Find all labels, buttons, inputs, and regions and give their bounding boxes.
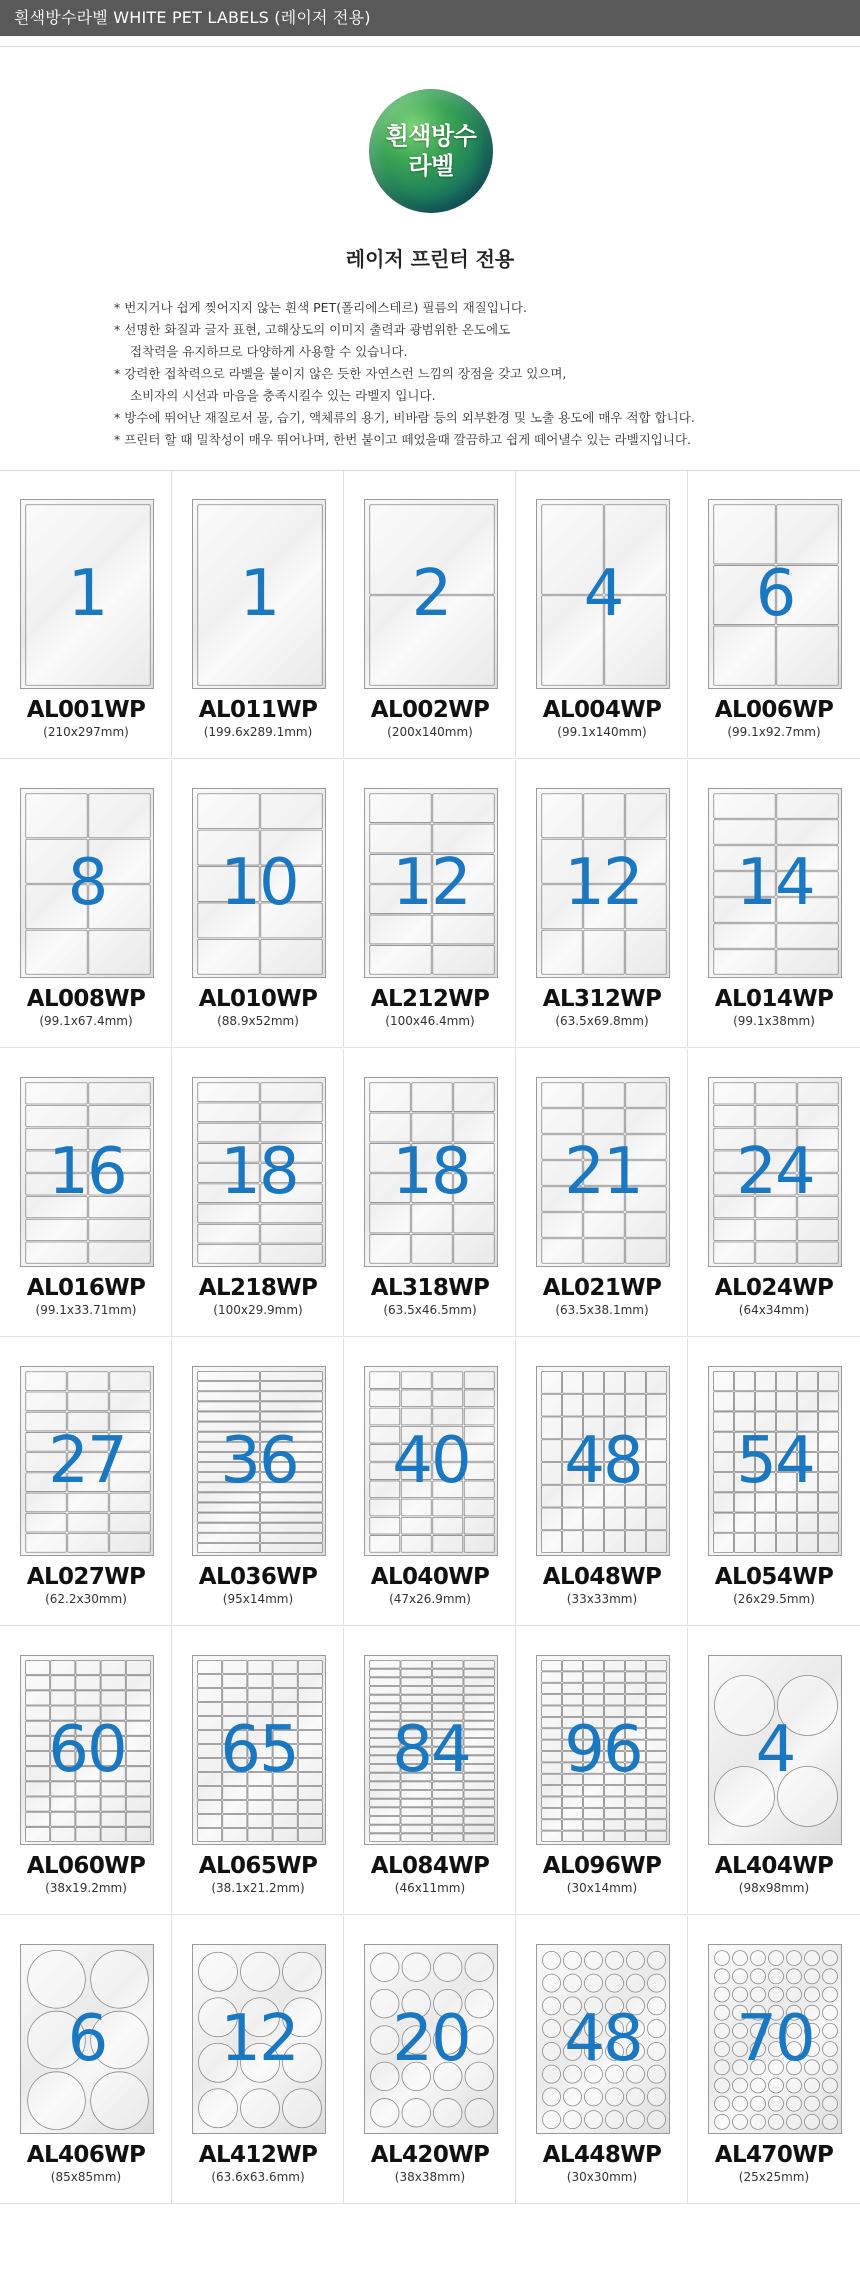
logo-line-2: 라벨 (408, 152, 454, 180)
label-dimensions: (38x19.2mm) (45, 1881, 127, 1895)
labels-per-sheet-count: 1 (239, 557, 279, 631)
page-title-bar (0, 0, 860, 36)
product-code: AL054WP (714, 1564, 834, 1590)
labels-per-sheet-count: 1 (67, 557, 107, 631)
product-card[interactable] (0, 760, 172, 1048)
label-dimensions: (38.1x21.2mm) (211, 1881, 305, 1895)
product-card[interactable] (516, 471, 688, 759)
labels-per-sheet-count: 54 (736, 1424, 814, 1498)
product-card[interactable] (172, 1916, 344, 2204)
product-card[interactable] (516, 1627, 688, 1915)
feature-list (114, 297, 814, 451)
labels-per-sheet-count: 65 (220, 1713, 298, 1787)
product-code: AL027WP (26, 1564, 146, 1590)
product-code: AL448WP (542, 2142, 662, 2168)
label-dimensions: (63.5x69.8mm) (555, 1014, 649, 1028)
product-code: AL065WP (198, 1853, 318, 1879)
label-dimensions: (100x29.9mm) (213, 1303, 303, 1317)
product-card[interactable] (344, 1338, 516, 1626)
labels-per-sheet-count: 12 (220, 2002, 298, 2076)
feature-item: * 강력한 접착력으로 라벨을 붙이지 않은 듯한 자연스런 느낌의 장점을 갖고 있으며, (114, 366, 567, 381)
label-dimensions: (99.1x33.71mm) (35, 1303, 137, 1317)
label-dimensions: (210x297mm) (43, 725, 129, 739)
labels-per-sheet-count: 24 (736, 1135, 814, 1209)
label-dimensions: (63.6x63.6mm) (211, 2170, 305, 2184)
label-dimensions: (63.5x46.5mm) (383, 1303, 477, 1317)
product-card[interactable] (172, 760, 344, 1048)
brand-logo-badge (369, 89, 493, 213)
label-dimensions: (99.1x140mm) (557, 725, 647, 739)
label-dimensions: (33x33mm) (566, 1592, 638, 1606)
label-dimensions: (47x26.9mm) (389, 1592, 471, 1606)
labels-per-sheet-count: 48 (564, 2002, 642, 2076)
feature-item: * 방수에 뛰어난 재질로서 물, 습기, 액체류의 용기, 비바람 등의 외부환경 및 노출 용도에 매우 적합 합니다. (114, 410, 695, 425)
product-row (0, 1049, 860, 1337)
labels-per-sheet-count: 2 (411, 557, 451, 631)
product-row (0, 1916, 860, 2204)
product-code: AL008WP (26, 986, 146, 1012)
product-code: AL014WP (714, 986, 834, 1012)
labels-per-sheet-count: 18 (392, 1135, 470, 1209)
labels-per-sheet-count: 27 (48, 1424, 126, 1498)
labels-per-sheet-count: 21 (564, 1135, 642, 1209)
label-dimensions: (99.1x67.4mm) (39, 1014, 133, 1028)
product-code: AL412WP (198, 2142, 318, 2168)
labels-per-sheet-count: 18 (220, 1135, 298, 1209)
product-row (0, 760, 860, 1048)
label-dimensions: (98x98mm) (738, 1881, 810, 1895)
product-code: AL096WP (542, 1853, 662, 1879)
labels-per-sheet-count: 14 (736, 846, 814, 920)
product-code: AL420WP (370, 2142, 490, 2168)
product-code: AL011WP (198, 697, 318, 723)
product-card[interactable] (172, 1338, 344, 1626)
product-card[interactable] (0, 1049, 172, 1337)
label-dimensions: (95x14mm) (222, 1592, 294, 1606)
label-dimensions: (99.1x92.7mm) (727, 725, 821, 739)
label-dimensions: (25x25mm) (738, 2170, 810, 2184)
product-code: AL006WP (714, 697, 834, 723)
labels-per-sheet-count: 48 (564, 1424, 642, 1498)
labels-per-sheet-count: 12 (392, 846, 470, 920)
labels-per-sheet-count: 4 (583, 557, 623, 631)
labels-per-sheet-count: 4 (755, 1713, 795, 1787)
label-dimensions: (88.9x52mm) (217, 1014, 299, 1028)
feature-item: 접착력을 유지하므로 다양하게 사용할 수 있습니다. (130, 344, 408, 359)
product-code: AL048WP (542, 1564, 662, 1590)
product-card[interactable] (688, 1049, 860, 1337)
product-code: AL212WP (370, 986, 490, 1012)
product-code: AL470WP (714, 2142, 834, 2168)
product-card[interactable] (344, 1049, 516, 1337)
label-dimensions: (62.2x30mm) (45, 1592, 127, 1606)
label-dimensions: (26x29.5mm) (733, 1592, 815, 1606)
label-dimensions: (85x85mm) (50, 2170, 122, 2184)
labels-per-sheet-count: 84 (392, 1713, 470, 1787)
product-card[interactable] (516, 1916, 688, 2204)
product-card[interactable] (0, 471, 172, 759)
product-code: AL318WP (370, 1275, 490, 1301)
labels-per-sheet-count: 40 (392, 1424, 470, 1498)
label-product-grid (0, 470, 860, 2184)
product-card[interactable] (516, 760, 688, 1048)
product-card[interactable] (516, 1338, 688, 1626)
product-code: AL312WP (542, 986, 662, 1012)
product-card[interactable] (688, 1916, 860, 2204)
product-row (0, 471, 860, 759)
label-dimensions: (30x14mm) (566, 1881, 638, 1895)
product-card[interactable] (344, 760, 516, 1048)
product-row (0, 1338, 860, 1626)
product-card[interactable] (0, 1916, 172, 2204)
product-card[interactable] (0, 1338, 172, 1626)
product-code: AL001WP (26, 697, 146, 723)
feature-item: * 프린터 할 때 밀착성이 매우 뛰어나며, 한번 붙이고 떼었을때 깔끔하고 쉽게 떼어낼수 있는 라벨지입니다. (114, 432, 691, 447)
page-title: 흰색방수라벨 WHITE PET LABELS (레이저 전용) (14, 8, 371, 27)
feature-item: * 선명한 화질과 글자 표현, 고해상도의 이미지 출력과 광범위한 온도에도 (114, 322, 511, 337)
product-subtitle: 레이저 프린터 전용 (345, 247, 515, 271)
product-code: AL084WP (370, 1853, 490, 1879)
product-card[interactable] (0, 1627, 172, 1915)
product-card[interactable] (344, 471, 516, 759)
labels-per-sheet-count: 12 (564, 846, 642, 920)
product-code: AL060WP (26, 1853, 146, 1879)
product-header (0, 46, 860, 470)
product-code: AL021WP (542, 1275, 662, 1301)
product-card[interactable] (516, 1049, 688, 1337)
labels-per-sheet-count: 8 (67, 846, 107, 920)
product-code: AL016WP (26, 1275, 146, 1301)
label-dimensions: (38x38mm) (394, 2170, 466, 2184)
product-code: AL024WP (714, 1275, 834, 1301)
label-dimensions: (100x46.4mm) (385, 1014, 475, 1028)
labels-per-sheet-count: 20 (392, 2002, 470, 2076)
logo-line-1: 흰색방수 (385, 122, 477, 150)
product-card[interactable] (172, 1627, 344, 1915)
product-code: AL406WP (26, 2142, 146, 2168)
labels-per-sheet-count: 16 (48, 1135, 126, 1209)
label-dimensions: (46x11mm) (394, 1881, 466, 1895)
product-code: AL004WP (542, 697, 662, 723)
label-dimensions: (30x30mm) (566, 2170, 638, 2184)
feature-item: * 번지거나 쉽게 찢어지지 않는 흰색 PET(폴리에스테르) 필름의 재질입니다. (114, 300, 527, 315)
label-dimensions: (200x140mm) (387, 725, 473, 739)
product-card[interactable] (688, 1338, 860, 1626)
product-code: AL010WP (198, 986, 318, 1012)
product-card[interactable] (344, 1916, 516, 2204)
product-card[interactable] (688, 760, 860, 1048)
labels-per-sheet-count: 36 (220, 1424, 298, 1498)
labels-per-sheet-count: 6 (67, 2002, 107, 2076)
product-card[interactable] (172, 1049, 344, 1337)
product-card[interactable] (344, 1627, 516, 1915)
label-dimensions: (64x34mm) (738, 1303, 810, 1317)
product-code: AL040WP (370, 1564, 490, 1590)
labels-per-sheet-count: 96 (564, 1713, 642, 1787)
product-card[interactable] (688, 471, 860, 759)
product-code: AL036WP (198, 1564, 318, 1590)
labels-per-sheet-count: 60 (48, 1713, 126, 1787)
product-code: AL002WP (370, 697, 490, 723)
label-dimensions: (99.1x38mm) (733, 1014, 815, 1028)
product-code: AL218WP (198, 1275, 318, 1301)
product-card[interactable] (172, 471, 344, 759)
product-code: AL404WP (714, 1853, 834, 1879)
product-row (0, 1627, 860, 1915)
product-card[interactable] (688, 1627, 860, 1915)
labels-per-sheet-count: 6 (755, 557, 795, 631)
labels-per-sheet-count: 70 (736, 2002, 814, 2076)
labels-per-sheet-count: 10 (220, 846, 298, 920)
feature-item: 소비자의 시선과 마음을 충족시킬수 있는 라벨지 입니다. (130, 388, 436, 403)
label-dimensions: (199.6x289.1mm) (203, 725, 313, 739)
label-dimensions: (63.5x38.1mm) (555, 1303, 649, 1317)
